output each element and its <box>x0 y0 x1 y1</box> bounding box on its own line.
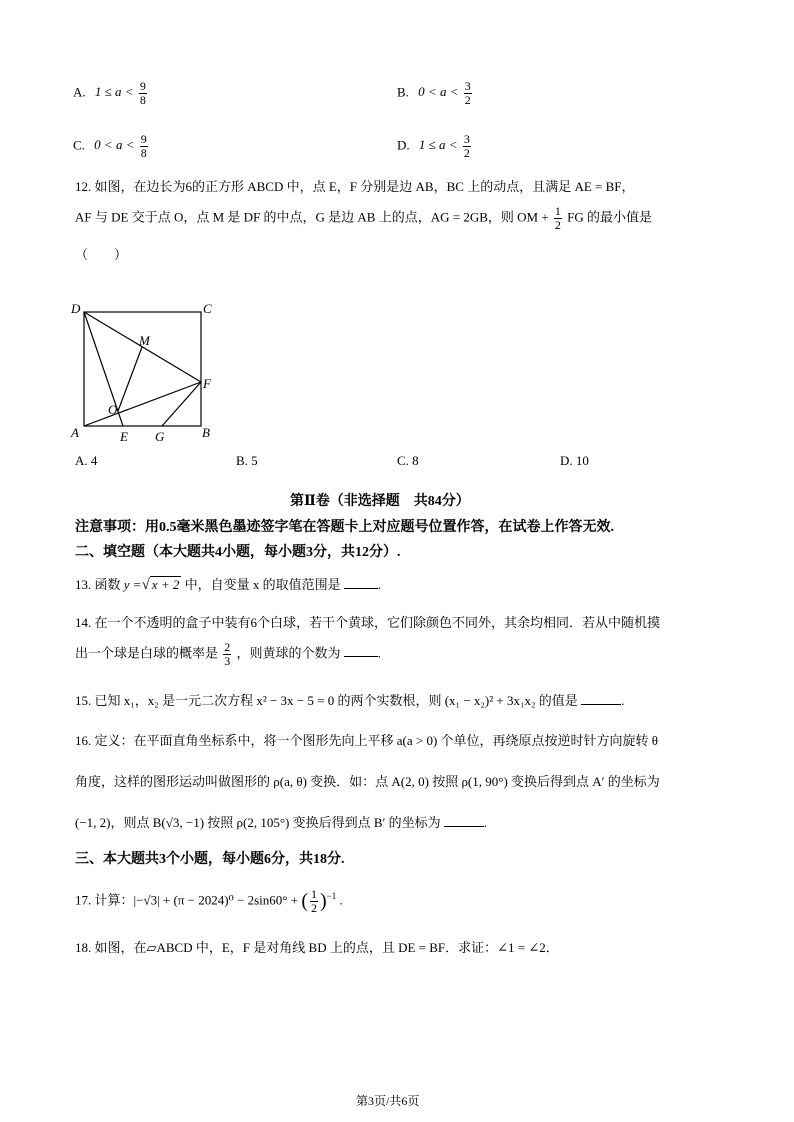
answer-blank <box>581 692 621 705</box>
denominator: 2 <box>463 146 470 160</box>
fraction <box>139 80 147 107</box>
q14-line1: 14. 在一个不透明的盒子中装有6个白球，若干个黄球，它们除颜色不同外，其余均相同．若从中随机摸 <box>75 615 661 630</box>
q16-line3-text: (−1, 2)，则点 B(√3, −1) 按照 ρ(2, 105°) 变换后得到点 B′ 的坐标为 <box>75 815 441 830</box>
q13 <box>75 574 381 594</box>
q12-line2-text-b: FG 的最小值是 <box>567 209 653 225</box>
label-b: B <box>202 425 210 440</box>
part2-notice: 注意事项：用0.5毫米黑色墨迹签字笔在答题卡上对应题号位置作答，在试卷上作答无效. <box>75 520 614 535</box>
q12-choice-d: D. 10 <box>560 453 589 468</box>
q12-choice-b: B. 5 <box>236 453 258 468</box>
q15 <box>75 690 624 709</box>
q14-text-b: ，则黄球的个数为 <box>236 645 341 661</box>
fraction <box>464 80 472 107</box>
sqrt-sign: √ <box>141 577 150 593</box>
section3-heading: 三、本大题共3个小题，每小题6分，共18分. <box>75 852 345 867</box>
option-label: A. <box>73 84 86 100</box>
denominator: 8 <box>140 146 147 160</box>
q14-text-a: 出一个球是白球的概率是 <box>75 645 219 661</box>
label-g: G <box>155 429 165 444</box>
q11-option-d <box>397 133 473 160</box>
q16-end: . <box>483 815 488 830</box>
q12-line1: 12. 如图，在边长为6的正方形 ABCD 中，点 E，F 分别是边 AB，BC 上的动点，且满足 AE = BF， <box>75 179 635 194</box>
option-label: C. <box>73 137 85 153</box>
q18: 18. 如图，在▱ABCD 中，E，F 是对角线 BD 上的点，且 DE = BF．求证：∠1 = ∠2． <box>75 940 559 955</box>
option-label: B. <box>397 84 409 100</box>
q12-choice-a: A. 4 <box>75 453 98 468</box>
option-expr: 1 ≤ a < <box>418 137 458 153</box>
q16-line2: 角度，这样的图形运动叫做图形的 ρ(a, θ) 变换．如：点 A(2, 0) 按照 ρ(1, 90°) 变换后得到点 A′ 的坐标为 <box>75 774 660 789</box>
numerator: 3 <box>464 79 471 93</box>
fraction <box>223 641 231 668</box>
denominator: 2 <box>554 218 561 232</box>
q17-end: . <box>339 892 343 908</box>
fraction <box>310 888 318 915</box>
q12-choice-c: C. 8 <box>397 453 419 468</box>
section2-heading: 二、填空题（本大题共4小题，每小题3分，共12分）. <box>75 545 401 560</box>
label-d: D <box>71 301 81 316</box>
exponent: −1 <box>326 891 337 902</box>
label-c: C <box>203 301 212 316</box>
q13-end: . <box>377 577 382 592</box>
part2-title: 第Ⅱ卷（非选择题 共84分） <box>290 494 470 509</box>
q15-end: . <box>621 693 625 708</box>
q12-figure <box>68 298 228 448</box>
label-f: F <box>203 376 211 391</box>
q14-end: . <box>377 645 382 661</box>
answer-blank <box>344 644 378 657</box>
q13-radicand: x + 2 <box>151 577 180 592</box>
label-m: M <box>139 333 150 348</box>
denominator: 8 <box>139 93 146 107</box>
paren-close: ) <box>319 890 327 912</box>
label-o: O <box>108 402 118 417</box>
numerator: 1 <box>310 887 317 901</box>
numerator: 2 <box>224 640 231 654</box>
denominator: 3 <box>224 654 231 668</box>
q15-text: 15. 已知 x₁，x₂ 是一元二次方程 x² − 3x − 5 = 0 的两个实数根，则 (x₁ − x₂)² + 3x₁x₂ 的值是 <box>75 693 578 708</box>
option-label: D. <box>397 137 410 153</box>
q11-option-c <box>73 133 150 160</box>
paren-open: ( <box>301 890 308 912</box>
page-footer: 第3页/共6页 <box>356 1094 420 1108</box>
option-expr: 1 ≤ a < <box>94 84 134 100</box>
q13-text-d: 中，自变量 x 的取值范围是 <box>184 577 341 592</box>
denominator: 2 <box>464 93 471 107</box>
q13-function: y = <box>123 577 142 592</box>
q12-paren: （ ） <box>75 247 128 262</box>
q17-text: 17. 计算：|−√3| + (π − 2024)⁰ − 2sin60° + <box>75 892 299 908</box>
numerator: 9 <box>140 132 147 146</box>
fraction <box>140 133 148 160</box>
q12-line2-text-a: AF 与 DE 交于点 O，点 M 是 DF 的中点，G 是边 AB 上的点，AG = 2GB，则 OM + <box>75 209 549 225</box>
q11-option-a <box>73 80 149 107</box>
numerator: 1 <box>554 204 561 218</box>
numerator: 3 <box>463 132 470 146</box>
fraction <box>463 133 471 160</box>
answer-blank <box>444 814 484 827</box>
q16-line3 <box>75 812 487 831</box>
q13-text-a: 13. 函数 <box>75 577 121 592</box>
q14-line2 <box>75 641 381 668</box>
q16-line1: 16. 定义：在平面直角坐标系中，将一个图形先向上平移 a(a > 0) 个单位，再绕原点按逆时针方向旋转 θ <box>75 733 659 748</box>
segment-fg <box>162 382 201 426</box>
q17 <box>75 888 343 915</box>
label-e: E <box>120 429 128 444</box>
segment-om <box>118 347 142 411</box>
segment-af <box>84 382 201 426</box>
answer-blank <box>344 576 378 589</box>
square-abcd <box>84 312 201 426</box>
q12-line2 <box>75 205 652 232</box>
numerator: 9 <box>139 79 146 93</box>
option-expr: 0 < a < <box>94 137 135 153</box>
q11-option-b <box>397 80 474 107</box>
denominator: 2 <box>310 901 317 915</box>
label-a: A <box>71 425 79 440</box>
fraction <box>554 205 562 232</box>
option-expr: 0 < a < <box>418 84 459 100</box>
